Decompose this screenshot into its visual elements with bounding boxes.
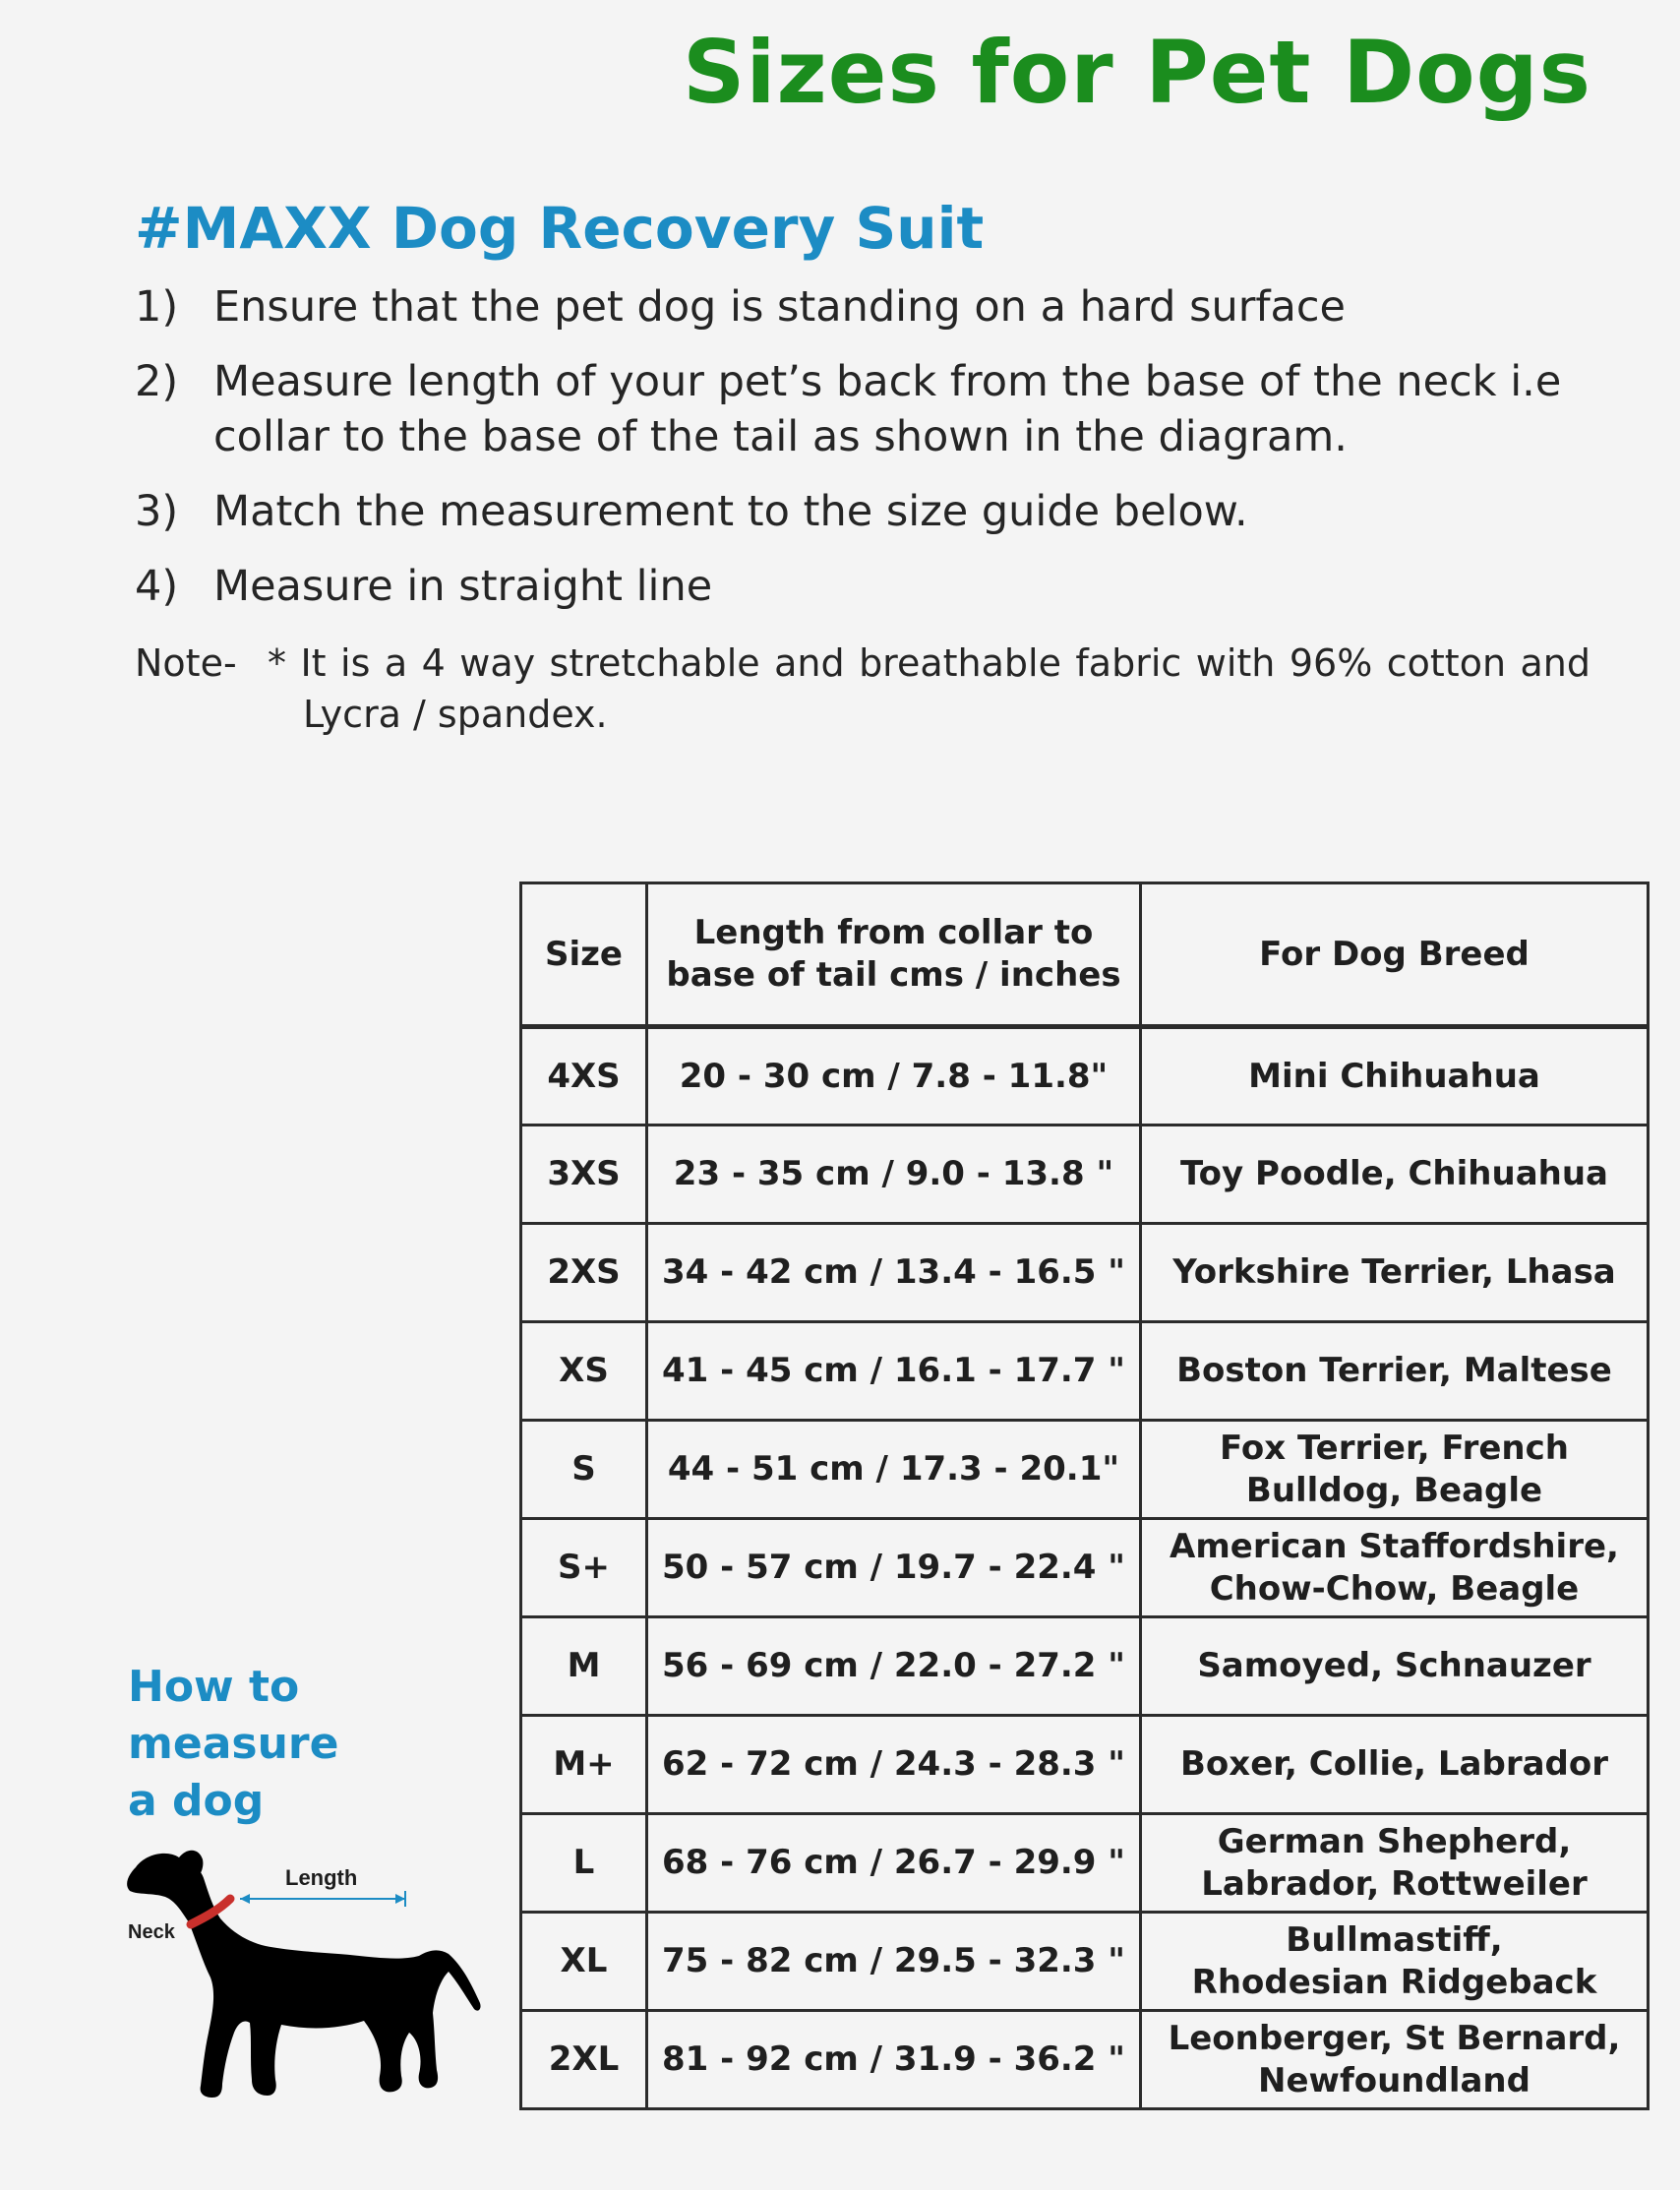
length-cell: 44 - 51 cm / 17.3 - 20.1" bbox=[647, 1421, 1141, 1519]
note-text: * It is a 4 way stretchable and breathable fabric with 96% cotton and Lycra / spandex. bbox=[268, 641, 1590, 736]
size-chart-table bbox=[519, 882, 1650, 2110]
length-cell: 81 - 92 cm / 31.9 - 36.2 " bbox=[647, 2011, 1141, 2109]
dog-silhouette-icon bbox=[118, 1840, 482, 2115]
measure-heading bbox=[128, 1659, 502, 1830]
step-number: 4) bbox=[135, 562, 179, 611]
step-number: 1) bbox=[135, 282, 179, 332]
length-cell: 75 - 82 cm / 29.5 - 32.3 " bbox=[647, 1913, 1141, 2011]
neck-label: Neck bbox=[128, 1921, 175, 1943]
table-row bbox=[521, 1617, 1649, 1716]
length-arrow-right-icon bbox=[395, 1894, 405, 1904]
size-cell: M bbox=[521, 1617, 647, 1716]
breed-line: Yorkshire Terrier, Lhasa bbox=[1172, 1252, 1616, 1292]
length-cell: 50 - 57 cm / 19.7 - 22.4 " bbox=[647, 1519, 1141, 1617]
table-row bbox=[521, 1519, 1649, 1617]
measure-heading-line1: How to measure bbox=[128, 1662, 339, 1769]
breed-cell bbox=[1141, 1814, 1649, 1913]
step-text: Measure in straight line bbox=[213, 562, 713, 611]
step-text: Ensure that the pet dog is standing on a hard surface bbox=[213, 282, 1347, 332]
table-row bbox=[521, 2011, 1649, 2109]
breed-line: Fox Terrier, French bbox=[1220, 1428, 1569, 1468]
breed-line: Mini Chihuahua bbox=[1248, 1056, 1540, 1096]
length-arrow-left-icon bbox=[240, 1894, 250, 1904]
size-cell: 3XS bbox=[521, 1125, 647, 1224]
size-cell: L bbox=[521, 1814, 647, 1913]
length-label: Length bbox=[285, 1865, 358, 1890]
breed-cell bbox=[1141, 1519, 1649, 1617]
breed-line: Bullmastiff, bbox=[1286, 1919, 1503, 1960]
breed-line: Labrador, Rottweiler bbox=[1201, 1863, 1588, 1904]
breed-line: American Staffordshire, bbox=[1170, 1526, 1619, 1566]
length-cell: 20 - 30 cm / 7.8 - 11.8" bbox=[647, 1027, 1141, 1125]
size-cell: XL bbox=[521, 1913, 647, 2011]
note-label: Note- bbox=[135, 641, 237, 685]
length-cell: 23 - 35 cm / 9.0 - 13.8 " bbox=[647, 1125, 1141, 1224]
step-text: Measure length of your pet’s back from the base of the neck i.e collar to the base of the tail as shown in the diagram. bbox=[213, 357, 1562, 461]
length-cell: 56 - 69 cm / 22.0 - 27.2 " bbox=[647, 1617, 1141, 1716]
breed-line: Samoyed, Schnauzer bbox=[1197, 1646, 1591, 1685]
table-row bbox=[521, 1814, 1649, 1913]
instruction-step bbox=[135, 559, 1590, 614]
header-length-line2: base of tail cms / inches bbox=[666, 955, 1121, 995]
breed-line: Bulldog, Beagle bbox=[1245, 1470, 1543, 1510]
breed-cell bbox=[1141, 1913, 1649, 2011]
step-number: 3) bbox=[135, 487, 179, 536]
table-row bbox=[521, 1125, 1649, 1224]
breed-line: Newfoundland bbox=[1258, 2060, 1530, 2100]
breed-line: German Shepherd, bbox=[1217, 1821, 1572, 1861]
breed-cell bbox=[1141, 1421, 1649, 1519]
size-cell: 2XL bbox=[521, 2011, 647, 2109]
header-length bbox=[647, 883, 1141, 1027]
length-cell: 68 - 76 cm / 26.7 - 29.9 " bbox=[647, 1814, 1141, 1913]
size-cell: S bbox=[521, 1421, 647, 1519]
breed-line: Toy Poodle, Chihuahua bbox=[1180, 1154, 1608, 1193]
dog-measure-diagram bbox=[118, 1840, 482, 2115]
length-cell: 62 - 72 cm / 24.3 - 28.3 " bbox=[647, 1716, 1141, 1814]
size-cell: 4XS bbox=[521, 1027, 647, 1125]
length-cell: 41 - 45 cm / 16.1 - 17.7 " bbox=[647, 1322, 1141, 1421]
product-title: #MAXX Dog Recovery Suit bbox=[135, 195, 985, 262]
breed-cell bbox=[1141, 1322, 1649, 1421]
breed-cell bbox=[1141, 2011, 1649, 2109]
table-row bbox=[521, 1716, 1649, 1814]
dog-silhouette bbox=[127, 1854, 480, 2098]
breed-line: Chow-Chow, Beagle bbox=[1209, 1568, 1580, 1609]
breed-line: Boxer, Collie, Labrador bbox=[1180, 1744, 1608, 1784]
instruction-list bbox=[135, 279, 1590, 634]
breed-line: Leonberger, St Bernard, bbox=[1168, 2018, 1621, 2058]
size-cell: M+ bbox=[521, 1716, 647, 1814]
breed-cell bbox=[1141, 1125, 1649, 1224]
size-cell: S+ bbox=[521, 1519, 647, 1617]
table-body bbox=[521, 1027, 1649, 2109]
instruction-step bbox=[135, 484, 1590, 539]
step-text: Match the measurement to the size guide below. bbox=[213, 487, 1248, 536]
table-row bbox=[521, 1322, 1649, 1421]
instruction-step bbox=[135, 279, 1590, 335]
header-length-line1: Length from collar to bbox=[693, 913, 1094, 952]
header-size: Size bbox=[521, 883, 647, 1027]
breed-cell bbox=[1141, 1617, 1649, 1716]
size-cell: XS bbox=[521, 1322, 647, 1421]
table-row bbox=[521, 1027, 1649, 1125]
header-breed: For Dog Breed bbox=[1141, 883, 1649, 1027]
size-cell: 2XS bbox=[521, 1224, 647, 1322]
breed-cell bbox=[1141, 1224, 1649, 1322]
instruction-step bbox=[135, 354, 1590, 464]
breed-line: Rhodesian Ridgeback bbox=[1191, 1962, 1597, 2002]
fabric-note bbox=[135, 638, 1590, 740]
table-row bbox=[521, 1224, 1649, 1322]
measure-heading-line2: a dog bbox=[128, 1776, 265, 1826]
table-header-row bbox=[521, 883, 1649, 1027]
step-number: 2) bbox=[135, 357, 179, 406]
page-title: Sizes for Pet Dogs bbox=[683, 22, 1591, 123]
breed-line: Boston Terrier, Maltese bbox=[1176, 1351, 1612, 1390]
table-row bbox=[521, 1421, 1649, 1519]
length-cell: 34 - 42 cm / 13.4 - 16.5 " bbox=[647, 1224, 1141, 1322]
breed-cell bbox=[1141, 1027, 1649, 1125]
breed-cell bbox=[1141, 1716, 1649, 1814]
table-row bbox=[521, 1913, 1649, 2011]
